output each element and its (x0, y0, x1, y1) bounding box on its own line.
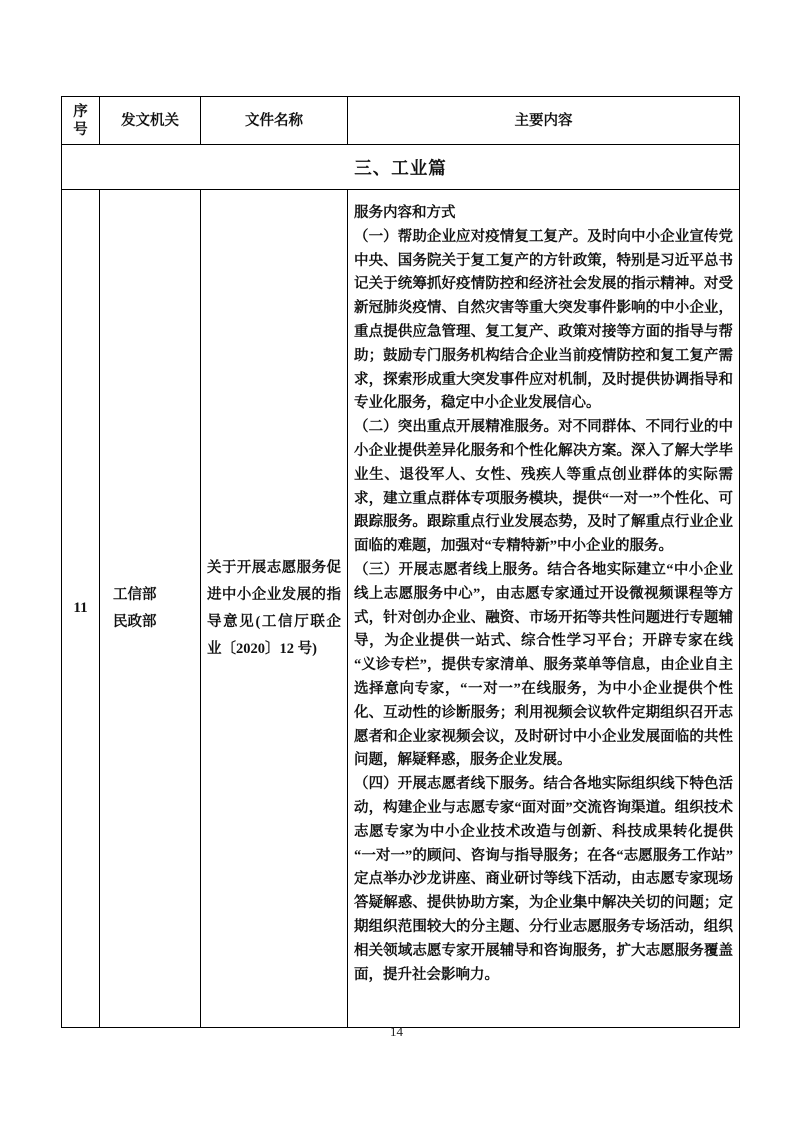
content-paragraph: （二）突出重点开展精准服务。对不同群体、不同行业的中小企业提供差异化服务和个性化解决方案。深入了解大学毕业生、退役军人、女性、残疾人等重点创业群体的实际需求，建立重点群体专项服务模块，提供“一对一”个性化、可跟踪服务。跟踪重点行业发展态势，及时了解重点行业企业面临的难题，加强对“专精特新”中小企业的服务。 (354, 419, 733, 555)
col-header-seq: 序号 (62, 97, 100, 145)
page-number: 14 (390, 1024, 403, 1039)
col-header-doc-name: 文件名称 (201, 97, 348, 145)
content-paragraph: （四）开展志愿者线下服务。结合各地实际组织线下特色活动，构建企业与志愿专家“面对面”交流咨询渠道。组织技术志愿专家为中小企业技术改造与创新、科技成果转化提供“一对一”的顾问、咨询与指导服务；在各“志愿服务工作站”定点举办沙龙讲座、商业研讨等线下活动，由志愿专家现场答疑解惑、提供协助方案，为企业集中解决关切的问题；定期组织范围较大的分主题、分行业志愿服务专场活动，组织相关领域志愿专家开展辅导和咨询服务，扩大志愿服务覆盖面，提升社会影响力。 (354, 776, 733, 983)
row-seq-number: 11 (62, 190, 100, 1028)
section-row (62, 145, 740, 190)
row-main-content (348, 190, 740, 1028)
table-row (62, 190, 740, 1028)
row-issuing-agency (100, 190, 201, 1028)
content-heading: 服务内容和方式 (354, 205, 456, 221)
agency-line: 工信部 (113, 586, 157, 603)
content-paragraph: （一）帮助企业应对疫情复工复产。及时向中小企业宣传党中央、国务院关于复工复产的方针政策，特别是习近平总书记关于统筹抓好疫情防控和经济社会发展的指示精神。对受新冠肺炎疫情、自然灾害等重大突发事件影响的中小企业，重点提供应急管理、复工复产、政策对接等方面的指导与帮助；鼓励专门服务机构结合企业当前疫情防控和复工复产需求，探索形成重大突发事件应对机制，及时提供协调指导和专业化服务，稳定中小企业发展信心。 (354, 228, 733, 412)
table-header-row (62, 97, 740, 145)
policy-table (61, 96, 740, 1028)
section-title: 三、工业篇 (62, 145, 740, 190)
agency-line: 民政部 (113, 613, 157, 630)
col-header-agency: 发文机关 (100, 97, 201, 145)
row-document-name: 关于开展志愿服务促进中小企业发展的指导意见(工信厅联企业〔2020〕12 号) (201, 190, 348, 1028)
content-paragraph: （三）开展志愿者线上服务。结合各地实际建立“中小企业线上志愿服务中心”，由志愿专家通过开设微视频课程等方式，针对创办企业、融资、市场开拓等共性问题进行专题辅导，为企业提供一站式、综合性学习平台；开辟专家在线“义诊专栏”，提供专家清单、服务菜单等信息，由企业自主选择意向专家，“一对一”在线服务，为中小企业提供个性化、互动性的诊断服务；利用视频会议软件定期组织召开志愿者和企业家视频会议，及时研讨中小企业发展面临的共性问题，解疑释惑，服务企业发展。 (354, 561, 733, 769)
col-header-main-content: 主要内容 (348, 97, 740, 145)
